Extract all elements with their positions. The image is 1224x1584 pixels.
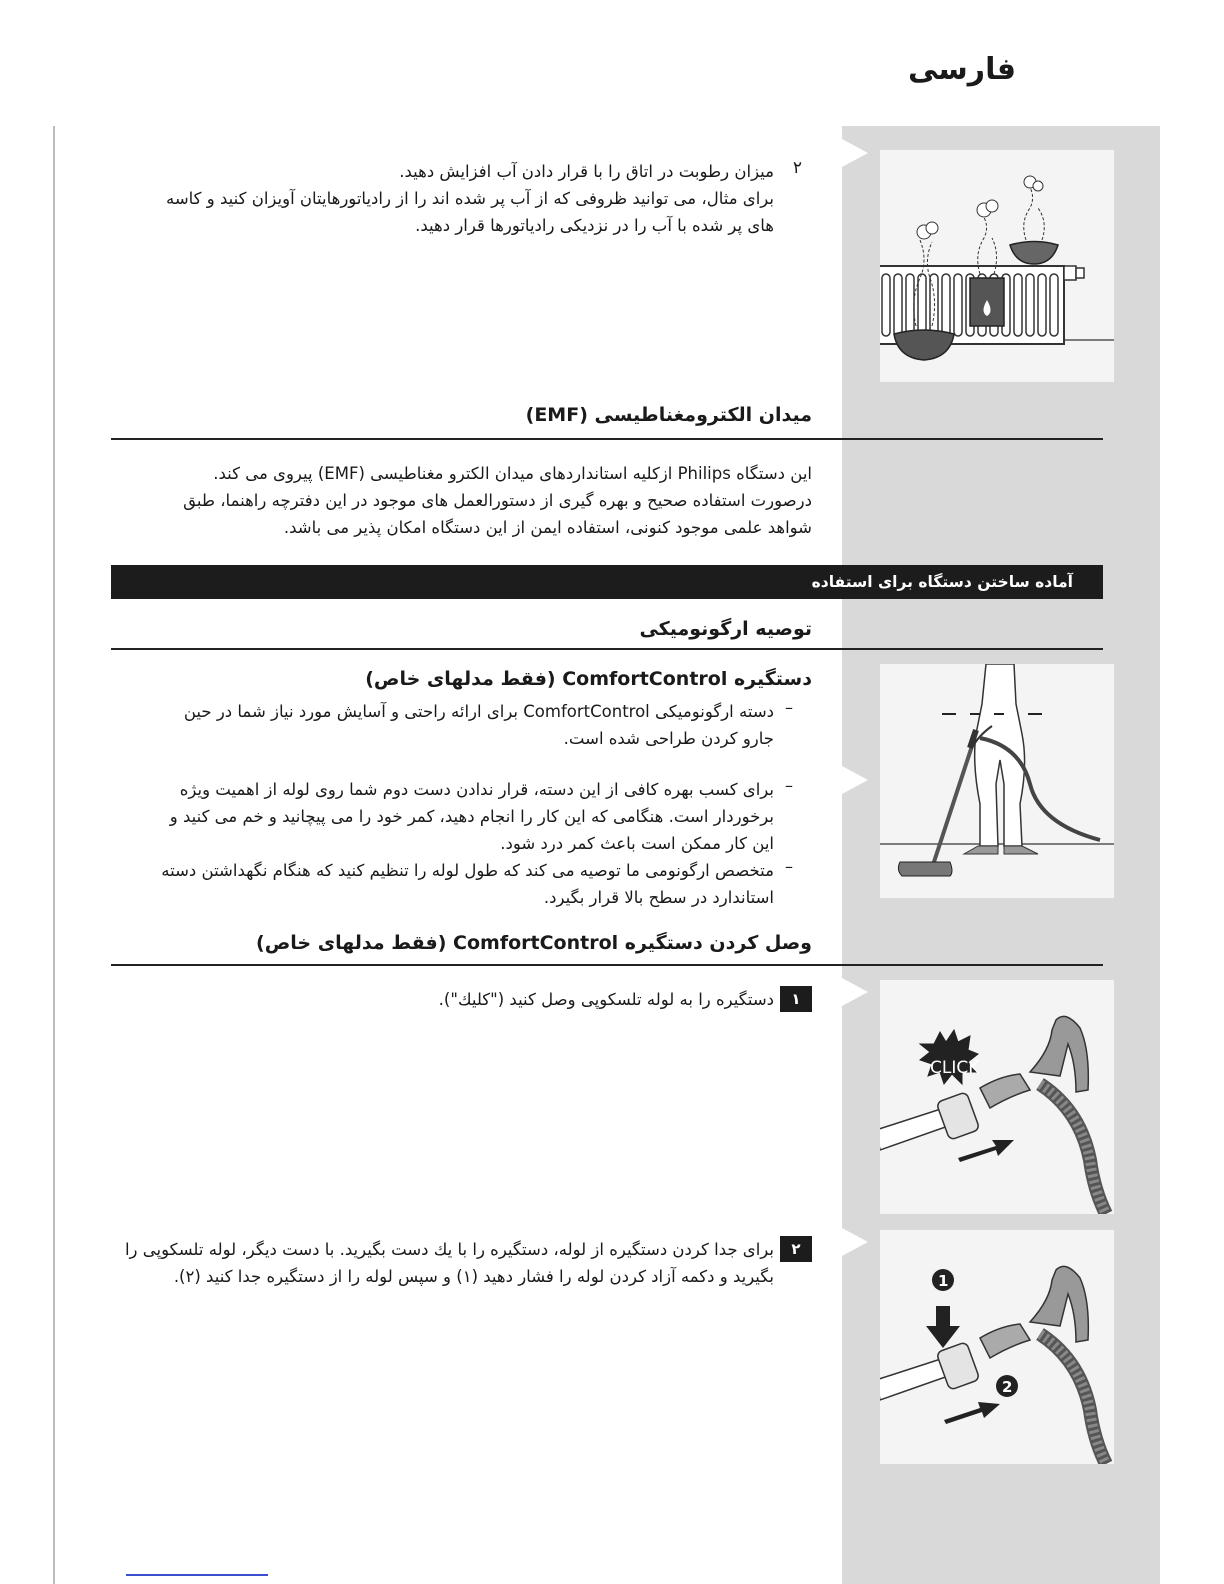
humidity-line: میزان رطوبت در اتاق را با قرار دادن آب افزایش دهید.: [399, 162, 774, 181]
ergonomic-title: توصیه ارگونومیکی: [639, 618, 812, 640]
step-text: دستگیره را به لوله تلسکوپی وصل کنید ("کلیك").: [438, 990, 774, 1009]
click-connection-illustration: [880, 980, 1114, 1214]
handle-attach-icon: [880, 980, 1114, 1214]
bullet-dash: –: [785, 776, 793, 795]
handle-release-icon: [880, 1230, 1114, 1464]
humidity-line: برای مثال، می توانید ظروفی که از آب پر شده اند را از رادیاتورهایتان آویزان کنید و کاسه: [165, 189, 774, 208]
humidity-line: های پر شده با آب را در نزدیکی رادیاتورها قرار دهید.: [415, 216, 774, 235]
section-banner-label: آماده ساختن دستگاه برای استفاده: [811, 573, 1073, 591]
section-banner: [111, 565, 1103, 599]
bullet-line: متخصص ارگونومی ما توصیه می کند که طول لوله را تنظیم کنید که هنگام نگهداشتن دسته: [161, 861, 774, 880]
left-margin-rule: [53, 126, 55, 1584]
radiator-humidifier-icon: [880, 150, 1114, 382]
sidebar-notch: [842, 139, 868, 167]
emf-line: درصورت استفاده صحیح و بهره گیری از دستورالعمل های موجود در این دفترچه راهنما، طبق: [183, 491, 812, 510]
connect-title: وصل کردن دستگیره ComfortControl (فقط مدلهای خاص): [256, 932, 812, 954]
language-title: فارسی: [907, 52, 1016, 87]
step-badge: ۱: [780, 986, 812, 1012]
marker-1-label: 1: [938, 1272, 949, 1290]
sidebar-notch: [842, 978, 868, 1006]
marker-2-label: 2: [1002, 1378, 1013, 1396]
step-text: برای جدا کردن دستگیره از لوله، دستگیره را با یك دست بگیرید. با دست دیگر، لوله تلسکوپی را: [124, 1240, 774, 1259]
vacuum-user-icon: [880, 664, 1114, 898]
sidebar-notch: [842, 1228, 868, 1256]
vacuum-posture-illustration: [880, 664, 1114, 898]
release-illustration: [880, 1230, 1114, 1464]
step-number: ۲: [792, 158, 802, 178]
click-label: CLICK: [930, 1058, 980, 1078]
emf-line: این دستگاه Philips ازکلیه استانداردهای میدان الکترو مغناطیسی (EMF) پیروی می کند.: [213, 464, 812, 483]
step-text: بگیرید و دکمه آزاد کردن لوله را فشار دهید (۱) و سپس لوله را از دستگیره جدا کنید (۲).: [173, 1267, 774, 1286]
sidebar-notch: [842, 766, 868, 794]
bullet-dash: –: [785, 857, 793, 876]
emf-line: شواهد علمی موجود کنونی، استفاده ایمن از این دستگاه امکان پذیر می باشد.: [283, 518, 812, 537]
emf-title: میدان الکترومغناطیسی (EMF): [525, 404, 812, 426]
bullet-line: جارو کردن طراحی شده است.: [563, 729, 774, 748]
footnote-rule: [126, 1574, 268, 1576]
bullet-line: برخوردار است. هنگامی که این کار را انجام دهید، کمر خود را می پیچانید و خم می کنید و: [169, 807, 774, 826]
comfortcontrol-subtitle: دستگیره ComfortControl (فقط مدلهای خاص): [365, 668, 812, 690]
bullet-dash: –: [785, 698, 793, 717]
section-rule: [111, 648, 1103, 650]
bullet-line: برای کسب بهره کافی از این دسته، قرار ندادن دست دوم شما روی لوله از اهمیت ویژه: [179, 780, 774, 799]
bullet-line: دسته ارگونومیکی ComfortControl برای ارائه راحتی و آسایش مورد نیاز شما در حین: [183, 702, 774, 721]
section-rule: [111, 438, 1103, 440]
radiator-illustration: [880, 150, 1114, 382]
bullet-line: استاندارد در سطح بالا قرار بگیرد.: [543, 888, 774, 907]
step-badge: ۲: [780, 1236, 812, 1262]
section-rule: [111, 964, 1103, 966]
bullet-line: این کار ممکن است باعث کمر درد شود.: [500, 834, 774, 853]
